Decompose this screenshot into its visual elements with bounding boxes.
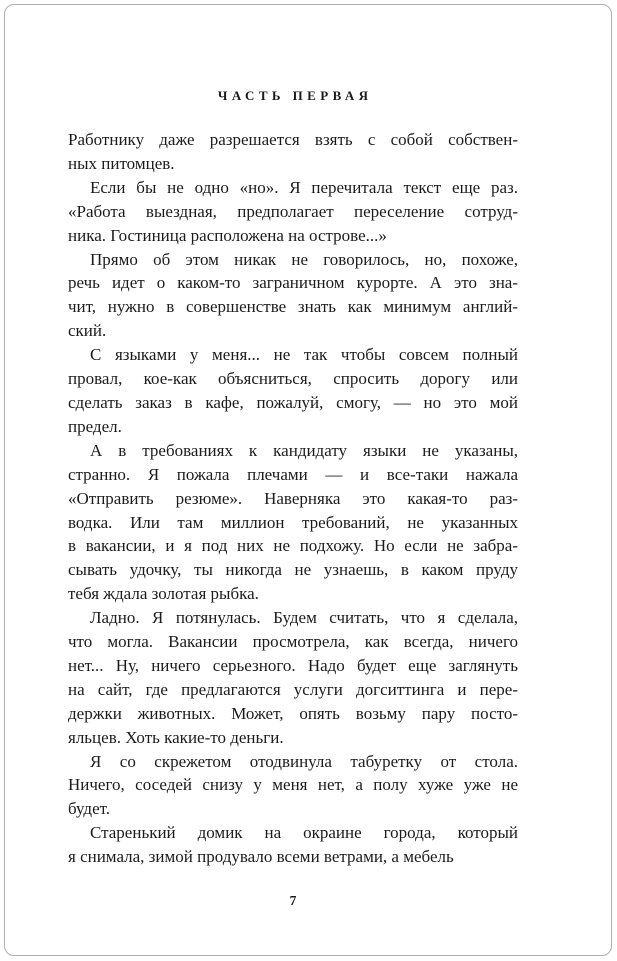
text-line: ника. Гостиница расположена на острове...» xyxy=(68,225,387,245)
page-number: 7 xyxy=(289,893,297,909)
text-line: тебя ждала золотая рыбка. xyxy=(68,584,259,604)
text-line: Ничего, соседей снизу у меня нет, а полу хуже уже не xyxy=(68,775,518,795)
text-line: держки животных. Может, опять возьму пару посто- xyxy=(68,703,518,723)
text-line: ский. xyxy=(68,321,107,341)
chapter-header: ЧАСТЬ ПЕРВАЯ xyxy=(217,88,373,103)
text-line: А в требованиях к кандидату языки не указаны, xyxy=(90,440,518,460)
text-line: Старенький домик на окраине города, который xyxy=(90,823,518,843)
text-line: в вакансии, и я под них не подхожу. Но если не забра- xyxy=(68,536,518,556)
text-line: Работнику даже разрешается взять с собой собствен- xyxy=(68,130,518,149)
text-line: сделать заказ в кафе, пожалуй, смогу, — но это мой xyxy=(68,392,518,412)
text-line: на сайт, где предлагаются услуги догситтинга и пере- xyxy=(68,679,518,699)
book-page xyxy=(68,0,518,908)
text-line: сывать удочку, ты никогда не узнаешь, в каком пруду xyxy=(68,560,518,580)
text-line: яльцев. Хоть какие-то деньги. xyxy=(68,727,284,747)
text-line: ных питомцев. xyxy=(68,153,175,173)
text-line: водка. Или там миллион требований, не указанных xyxy=(68,512,518,532)
text-line: нет... Ну, ничего серьезного. Надо будет еще заглянуть xyxy=(68,655,518,675)
text-line: Я со скрежетом отодвинула табуретку от стола. xyxy=(90,751,518,771)
text-line: речь идет о каком-то заграничном курорте. А это зна- xyxy=(68,273,518,293)
text-line: странно. Я пожала плечами — и все-таки нажала xyxy=(68,464,518,484)
text-line: чит, нужно в совершенстве знать как минимум англий- xyxy=(68,297,518,317)
text-line: С языками у меня... не так чтобы совсем полный xyxy=(90,345,518,365)
text-line: провал, кое-как объясниться, спросить дорогу или xyxy=(68,369,518,389)
text-line: Прямо об этом никак не говорилось, но, похоже, xyxy=(90,249,518,269)
text-line: что могла. Вакансии просмотрела, как всегда, ничего xyxy=(68,632,518,652)
text-line: «Работа выездная, предполагает переселение сотруд- xyxy=(68,201,518,221)
page-body xyxy=(68,128,518,869)
text-line: Если бы не одно «но». Я перечитала текст еще раз. xyxy=(90,177,518,197)
text-line: Ладно. Я потянулась. Будем считать, что я сделала, xyxy=(90,608,518,628)
text-line: я снимала, зимой продувало всеми ветрами, а мебель xyxy=(68,847,454,867)
text-line: предел. xyxy=(68,416,122,436)
text-line: «Отправить резюме». Наверняка это какая-то раз- xyxy=(68,488,518,508)
text-line: будет. xyxy=(68,799,111,819)
